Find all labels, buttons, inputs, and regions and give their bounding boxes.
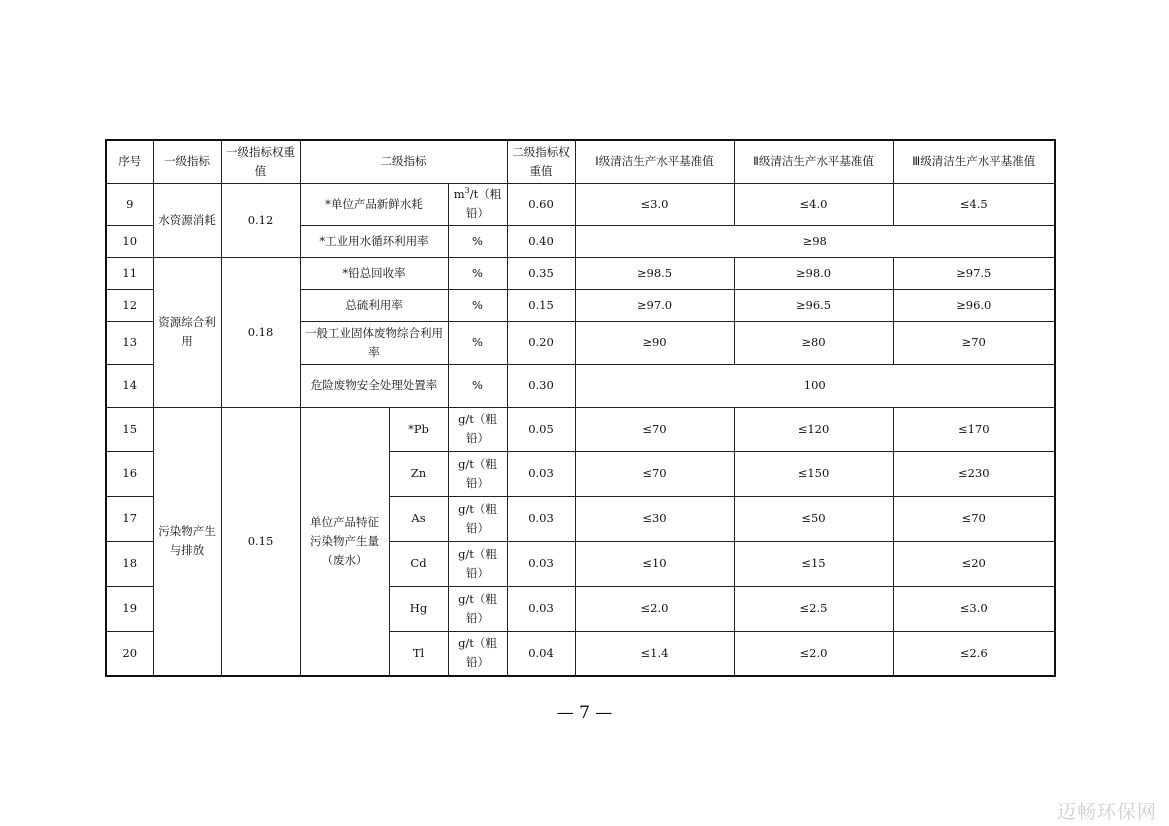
row-unit (448, 183, 507, 225)
row-unit: g/t（粗铅） (448, 451, 507, 496)
row-seq: 15 (106, 407, 153, 451)
row-grade2: ≤4.0 (734, 183, 893, 225)
level1-water: 水资源消耗 (153, 183, 221, 257)
page-number: — 7 — (556, 703, 613, 723)
row-seq: 11 (106, 257, 153, 289)
unit-suffix: /t（粗铅） (466, 187, 502, 220)
row-seq: 14 (106, 364, 153, 407)
row-grade3: ≥70 (893, 321, 1055, 364)
pollutant-name: As (389, 496, 448, 541)
row-merged-value: 100 (575, 364, 1055, 407)
row-weight: 0.03 (507, 451, 575, 496)
row-weight: 0.03 (507, 541, 575, 586)
header-seq: 序号 (106, 140, 153, 183)
level2-indicator: *工业用水循环利用率 (300, 225, 448, 257)
row-weight: 0.15 (507, 289, 575, 321)
row-unit: g/t（粗铅） (448, 631, 507, 676)
row-grade1: ≤30 (575, 496, 734, 541)
level1-water-weight: 0.12 (221, 183, 300, 257)
watermark: 迈畅环保网 (1056, 801, 1157, 823)
row-unit: g/t（粗铅） (448, 407, 507, 451)
header-grade1: Ⅰ级清洁生产水平基准值 (575, 140, 734, 183)
indicator-table (105, 139, 1056, 677)
header-level2-weight: 二级指标权重值 (507, 140, 575, 183)
row-weight: 0.04 (507, 631, 575, 676)
row-grade3: ≥96.0 (893, 289, 1055, 321)
header-level2: 二级指标 (300, 140, 507, 183)
row-unit: % (448, 225, 507, 257)
pollutant-name: *Pb (389, 407, 448, 451)
row-grade3: ≤3.0 (893, 586, 1055, 631)
row-grade2: ≥80 (734, 321, 893, 364)
row-grade1: ≤2.0 (575, 586, 734, 631)
row-grade1: ≥90 (575, 321, 734, 364)
table-row (106, 183, 1055, 225)
row-weight: 0.05 (507, 407, 575, 451)
row-seq: 9 (106, 183, 153, 225)
row-unit: g/t（粗铅） (448, 586, 507, 631)
row-grade2: ≤2.0 (734, 631, 893, 676)
row-grade1: ≤3.0 (575, 183, 734, 225)
row-grade1: ≤70 (575, 407, 734, 451)
row-seq: 10 (106, 225, 153, 257)
row-grade1: ≤70 (575, 451, 734, 496)
level1-resource-weight: 0.18 (221, 257, 300, 407)
row-grade3: ≤4.5 (893, 183, 1055, 225)
row-grade1: ≤1.4 (575, 631, 734, 676)
row-unit: g/t（粗铅） (448, 496, 507, 541)
header-level1-weight: 一级指标权重值 (221, 140, 300, 183)
row-seq: 12 (106, 289, 153, 321)
level2-indicator: 总硫利用率 (300, 289, 448, 321)
row-grade2: ≤150 (734, 451, 893, 496)
row-grade1: ≥97.0 (575, 289, 734, 321)
row-grade2: ≤2.5 (734, 586, 893, 631)
row-weight: 0.40 (507, 225, 575, 257)
row-grade3: ≤70 (893, 496, 1055, 541)
unit-prefix: m (453, 187, 465, 201)
row-weight: 0.03 (507, 496, 575, 541)
row-grade1: ≤10 (575, 541, 734, 586)
row-unit: % (448, 289, 507, 321)
row-seq: 13 (106, 321, 153, 364)
level2-indicator: 危险废物安全处理处置率 (300, 364, 448, 407)
level1-pollution: 污染物产生与排放 (153, 407, 221, 676)
row-grade3: ≤230 (893, 451, 1055, 496)
pollutant-name: Tl (389, 631, 448, 676)
row-grade1: ≥98.5 (575, 257, 734, 289)
row-grade3: ≥97.5 (893, 257, 1055, 289)
table-row (106, 407, 1055, 451)
row-weight: 0.03 (507, 586, 575, 631)
pollutant-name: Cd (389, 541, 448, 586)
row-merged-value: ≥98 (575, 225, 1055, 257)
level2-pollution-indicator: 单位产品特征污染物产生量（废水） (300, 407, 389, 676)
level1-resource: 资源综合利用 (153, 257, 221, 407)
row-weight: 0.20 (507, 321, 575, 364)
row-seq: 19 (106, 586, 153, 631)
row-grade2: ≥96.5 (734, 289, 893, 321)
row-unit: % (448, 364, 507, 407)
level2-indicator: *单位产品新鲜水耗 (300, 183, 448, 225)
unit-sup: 3 (464, 186, 470, 196)
row-unit: % (448, 257, 507, 289)
row-grade2: ≤120 (734, 407, 893, 451)
row-seq: 17 (106, 496, 153, 541)
row-grade3: ≤20 (893, 541, 1055, 586)
row-weight: 0.35 (507, 257, 575, 289)
row-grade2: ≤50 (734, 496, 893, 541)
row-grade3: ≤2.6 (893, 631, 1055, 676)
row-unit: % (448, 321, 507, 364)
row-seq: 20 (106, 631, 153, 676)
header-grade3: Ⅲ级清洁生产水平基准值 (893, 140, 1055, 183)
header-level1: 一级指标 (153, 140, 221, 183)
row-seq: 16 (106, 451, 153, 496)
table-row (106, 257, 1055, 289)
pollutant-name: Zn (389, 451, 448, 496)
row-grade2: ≤15 (734, 541, 893, 586)
pollutant-name: Hg (389, 586, 448, 631)
row-unit: g/t（粗铅） (448, 541, 507, 586)
header-row (106, 140, 1055, 183)
row-grade3: ≤170 (893, 407, 1055, 451)
row-weight: 0.60 (507, 183, 575, 225)
level1-pollution-weight: 0.15 (221, 407, 300, 676)
row-grade2: ≥98.0 (734, 257, 893, 289)
row-seq: 18 (106, 541, 153, 586)
row-weight: 0.30 (507, 364, 575, 407)
level2-indicator: *铅总回收率 (300, 257, 448, 289)
header-grade2: Ⅱ级清洁生产水平基准值 (734, 140, 893, 183)
level2-indicator: 一般工业固体废物综合利用率 (300, 321, 448, 364)
